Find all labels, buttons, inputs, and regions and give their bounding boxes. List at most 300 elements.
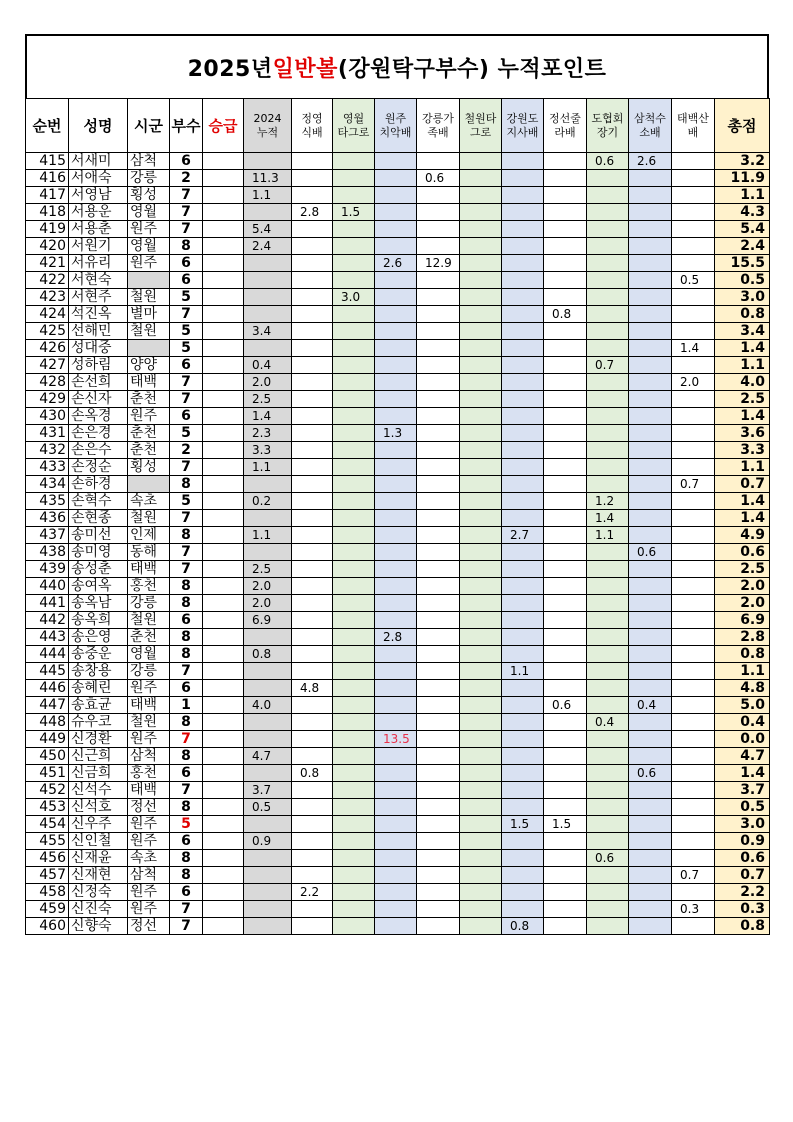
point-cell (460, 595, 502, 612)
name-cell: 신근희 (69, 748, 128, 765)
point-cell (502, 408, 544, 425)
point-cell (672, 527, 715, 544)
point-cell (333, 187, 375, 204)
point-cell (375, 816, 417, 833)
point-cell (587, 748, 629, 765)
point-cell (672, 714, 715, 731)
table-row (26, 255, 770, 272)
table-row (26, 306, 770, 323)
point-cell (672, 238, 715, 255)
point-cell (502, 629, 544, 646)
point-cell (333, 238, 375, 255)
point-cell (460, 782, 502, 799)
city-cell: 횡성 (128, 187, 170, 204)
point-cell (460, 442, 502, 459)
point-cell (544, 918, 587, 935)
point-cell: 0.8 (244, 646, 292, 663)
point-cell (460, 578, 502, 595)
point-cell: 3.0 (333, 289, 375, 306)
point-cell (333, 697, 375, 714)
point-cell (244, 901, 292, 918)
total-cell: 4.8 (715, 680, 770, 697)
seq-cell: 423 (26, 289, 69, 306)
point-cell (460, 357, 502, 374)
point-cell (672, 391, 715, 408)
point-cell (417, 731, 460, 748)
point-cell (587, 187, 629, 204)
point-cell (244, 476, 292, 493)
point-cell (544, 221, 587, 238)
level-cell: 6 (170, 884, 203, 901)
point-cell (375, 714, 417, 731)
table-row (26, 646, 770, 663)
point-cell (460, 629, 502, 646)
point-cell (502, 799, 544, 816)
point-cell (544, 493, 587, 510)
title-highlight: 일반볼 (272, 56, 338, 82)
point-cell: 0.8 (502, 918, 544, 935)
point-cell (502, 170, 544, 187)
point-cell (375, 561, 417, 578)
point-cell (587, 306, 629, 323)
seq-cell: 422 (26, 272, 69, 289)
point-cell (333, 850, 375, 867)
point-cell (544, 663, 587, 680)
point-cell (417, 697, 460, 714)
level-cell: 7 (170, 918, 203, 935)
city-cell: 철원 (128, 612, 170, 629)
city-cell: 동해 (128, 544, 170, 561)
point-cell (544, 442, 587, 459)
point-cell (460, 459, 502, 476)
point-cell (460, 697, 502, 714)
seq-cell: 438 (26, 544, 69, 561)
seq-cell: 445 (26, 663, 69, 680)
promo-cell (203, 255, 244, 272)
point-cell (672, 884, 715, 901)
point-cell (292, 221, 333, 238)
point-cell (672, 782, 715, 799)
level-cell: 8 (170, 646, 203, 663)
point-cell (417, 918, 460, 935)
point-cell (672, 731, 715, 748)
point-cell: 13.5 (375, 731, 417, 748)
promo-cell (203, 595, 244, 612)
promo-cell (203, 221, 244, 238)
table-row (26, 850, 770, 867)
point-cell (417, 714, 460, 731)
point-cell (460, 646, 502, 663)
promo-cell (203, 374, 244, 391)
point-cell (629, 731, 672, 748)
point-cell (629, 816, 672, 833)
total-cell: 0.8 (715, 306, 770, 323)
point-cell: 0.8 (544, 306, 587, 323)
promo-cell (203, 816, 244, 833)
title-year: 2025년 (187, 56, 273, 82)
point-cell (375, 408, 417, 425)
city-cell: 춘천 (128, 391, 170, 408)
point-cell (333, 374, 375, 391)
promo-cell (203, 153, 244, 170)
point-cell (544, 850, 587, 867)
point-cell (460, 714, 502, 731)
city-cell: 원주 (128, 833, 170, 850)
table-row (26, 374, 770, 391)
promo-cell (203, 170, 244, 187)
promo-cell (203, 340, 244, 357)
point-cell (502, 561, 544, 578)
header-city: 시군 (128, 99, 170, 153)
point-cell (375, 170, 417, 187)
point-cell (375, 663, 417, 680)
point-cell (417, 748, 460, 765)
point-cell (672, 170, 715, 187)
total-cell: 0.5 (715, 799, 770, 816)
point-cell: 1.5 (544, 816, 587, 833)
point-cell (417, 833, 460, 850)
point-cell (292, 595, 333, 612)
seq-cell: 425 (26, 323, 69, 340)
point-cell (417, 306, 460, 323)
point-cell (375, 442, 417, 459)
point-cell (502, 153, 544, 170)
point-cell (417, 510, 460, 527)
level-cell: 5 (170, 323, 203, 340)
point-cell: 0.6 (587, 850, 629, 867)
promo-cell (203, 714, 244, 731)
total-cell: 3.2 (715, 153, 770, 170)
seq-cell: 453 (26, 799, 69, 816)
seq-cell: 439 (26, 561, 69, 578)
point-cell (375, 306, 417, 323)
city-cell (128, 272, 170, 289)
seq-cell: 448 (26, 714, 69, 731)
header-promo: 승급 (203, 99, 244, 153)
point-cell (672, 459, 715, 476)
table-body (26, 153, 770, 935)
point-cell (244, 714, 292, 731)
name-cell: 신금희 (69, 765, 128, 782)
point-cell (417, 544, 460, 561)
point-cell (587, 765, 629, 782)
point-cell (292, 476, 333, 493)
seq-cell: 415 (26, 153, 69, 170)
seq-cell: 427 (26, 357, 69, 374)
point-cell (375, 680, 417, 697)
point-cell (292, 714, 333, 731)
point-cell (502, 714, 544, 731)
point-cell (672, 850, 715, 867)
point-cell (629, 646, 672, 663)
point-cell (544, 612, 587, 629)
point-cell (292, 187, 333, 204)
point-cell (417, 221, 460, 238)
point-cell (417, 595, 460, 612)
point-cell (587, 391, 629, 408)
point-cell (292, 357, 333, 374)
seq-cell: 429 (26, 391, 69, 408)
city-cell (128, 340, 170, 357)
point-cell (629, 561, 672, 578)
point-cell (375, 153, 417, 170)
point-cell (544, 510, 587, 527)
point-cell (544, 323, 587, 340)
city-cell: 삼척 (128, 748, 170, 765)
point-cell: 0.5 (244, 799, 292, 816)
point-cell (629, 680, 672, 697)
city-cell: 별마 (128, 306, 170, 323)
point-cell (375, 357, 417, 374)
point-cell (544, 884, 587, 901)
point-cell (672, 442, 715, 459)
point-cell: 2.0 (244, 374, 292, 391)
point-cell (629, 425, 672, 442)
point-cell (375, 884, 417, 901)
point-cell: 2.5 (244, 561, 292, 578)
point-cell (672, 646, 715, 663)
city-cell: 횡성 (128, 459, 170, 476)
point-cell (502, 765, 544, 782)
point-cell: 6.9 (244, 612, 292, 629)
point-cell (244, 816, 292, 833)
level-cell: 5 (170, 425, 203, 442)
point-cell (502, 833, 544, 850)
point-cell (629, 714, 672, 731)
total-cell: 3.4 (715, 323, 770, 340)
point-cell (544, 765, 587, 782)
point-cell (629, 272, 672, 289)
seq-cell: 457 (26, 867, 69, 884)
header-tournament: 도협회 장기 (587, 99, 629, 153)
name-cell: 송혜린 (69, 680, 128, 697)
point-cell (544, 255, 587, 272)
point-cell: 2.4 (244, 238, 292, 255)
total-cell: 3.7 (715, 782, 770, 799)
city-cell: 속초 (128, 850, 170, 867)
page-title (25, 34, 769, 98)
point-cell (544, 561, 587, 578)
point-cell: 11.3 (244, 170, 292, 187)
point-cell (629, 663, 672, 680)
point-cell (587, 646, 629, 663)
total-cell: 2.0 (715, 578, 770, 595)
point-cell (629, 510, 672, 527)
point-cell (672, 255, 715, 272)
name-cell: 송미선 (69, 527, 128, 544)
point-cell (244, 867, 292, 884)
name-cell: 송창용 (69, 663, 128, 680)
point-cell: 0.9 (244, 833, 292, 850)
point-cell (629, 170, 672, 187)
name-cell: 손신자 (69, 391, 128, 408)
level-cell: 8 (170, 578, 203, 595)
point-cell (333, 408, 375, 425)
point-cell (417, 187, 460, 204)
table-row (26, 493, 770, 510)
point-cell (587, 221, 629, 238)
point-cell (333, 493, 375, 510)
header-seq: 순번 (26, 99, 69, 153)
point-cell: 0.6 (417, 170, 460, 187)
point-cell (292, 272, 333, 289)
level-cell: 1 (170, 697, 203, 714)
point-cell (417, 391, 460, 408)
seq-cell: 419 (26, 221, 69, 238)
total-cell: 15.5 (715, 255, 770, 272)
point-cell (544, 867, 587, 884)
seq-cell: 420 (26, 238, 69, 255)
total-cell: 1.4 (715, 408, 770, 425)
table-row (26, 867, 770, 884)
point-cell (629, 289, 672, 306)
point-cell (375, 187, 417, 204)
point-cell (292, 408, 333, 425)
point-cell (333, 476, 375, 493)
level-cell: 2 (170, 170, 203, 187)
name-cell: 송중운 (69, 646, 128, 663)
seq-cell: 428 (26, 374, 69, 391)
point-cell (587, 323, 629, 340)
table-row (26, 833, 770, 850)
table-row (26, 714, 770, 731)
city-cell: 정선 (128, 799, 170, 816)
seq-cell: 441 (26, 595, 69, 612)
point-cell (292, 425, 333, 442)
point-cell (460, 306, 502, 323)
point-cell (629, 391, 672, 408)
seq-cell: 421 (26, 255, 69, 272)
total-cell: 4.0 (715, 374, 770, 391)
point-cell (502, 884, 544, 901)
seq-cell: 450 (26, 748, 69, 765)
name-cell: 송은영 (69, 629, 128, 646)
point-cell (417, 357, 460, 374)
point-cell (375, 867, 417, 884)
point-cell (333, 901, 375, 918)
point-cell (292, 748, 333, 765)
promo-cell (203, 425, 244, 442)
point-cell (244, 680, 292, 697)
point-cell (292, 170, 333, 187)
level-cell: 7 (170, 782, 203, 799)
point-cell (587, 884, 629, 901)
city-cell: 춘천 (128, 442, 170, 459)
point-cell (672, 833, 715, 850)
total-cell: 0.9 (715, 833, 770, 850)
point-cell (502, 612, 544, 629)
point-cell (292, 646, 333, 663)
level-cell: 7 (170, 391, 203, 408)
point-cell: 0.7 (672, 476, 715, 493)
total-cell: 0.5 (715, 272, 770, 289)
point-cell (629, 918, 672, 935)
total-cell: 0.6 (715, 850, 770, 867)
name-cell: 성대중 (69, 340, 128, 357)
point-cell: 0.6 (544, 697, 587, 714)
header-level: 부수 (170, 99, 203, 153)
total-cell: 1.4 (715, 510, 770, 527)
total-cell: 5.0 (715, 697, 770, 714)
point-cell (292, 816, 333, 833)
total-cell: 1.1 (715, 357, 770, 374)
name-cell: 석진옥 (69, 306, 128, 323)
point-cell (587, 238, 629, 255)
point-cell (292, 459, 333, 476)
point-cell (587, 272, 629, 289)
point-cell (460, 833, 502, 850)
table-row (26, 697, 770, 714)
total-cell: 1.1 (715, 663, 770, 680)
total-cell: 0.4 (715, 714, 770, 731)
seq-cell: 440 (26, 578, 69, 595)
point-cell (544, 170, 587, 187)
promo-cell (203, 561, 244, 578)
point-cell: 0.2 (244, 493, 292, 510)
point-cell (672, 629, 715, 646)
point-cell (460, 425, 502, 442)
point-cell (417, 612, 460, 629)
point-cell (333, 272, 375, 289)
point-cell (333, 595, 375, 612)
point-cell (244, 918, 292, 935)
point-cell (292, 340, 333, 357)
seq-cell: 446 (26, 680, 69, 697)
seq-cell: 460 (26, 918, 69, 935)
point-cell (672, 680, 715, 697)
point-cell (544, 425, 587, 442)
name-cell: 신재현 (69, 867, 128, 884)
table-row (26, 578, 770, 595)
table-row (26, 221, 770, 238)
city-cell: 삼척 (128, 153, 170, 170)
header-total: 총점 (715, 99, 770, 153)
table-row (26, 476, 770, 493)
table-row (26, 799, 770, 816)
level-cell: 2 (170, 442, 203, 459)
total-cell: 3.3 (715, 442, 770, 459)
promo-cell (203, 782, 244, 799)
seq-cell: 447 (26, 697, 69, 714)
point-cell (502, 289, 544, 306)
point-cell (629, 204, 672, 221)
point-cell (417, 340, 460, 357)
point-cell (292, 697, 333, 714)
point-cell (417, 765, 460, 782)
point-cell (544, 629, 587, 646)
point-cell (502, 476, 544, 493)
point-cell (292, 289, 333, 306)
city-cell: 영월 (128, 238, 170, 255)
point-cell (629, 459, 672, 476)
point-cell (417, 850, 460, 867)
point-cell (460, 289, 502, 306)
level-cell: 8 (170, 238, 203, 255)
point-cell (333, 170, 375, 187)
point-cell (544, 748, 587, 765)
point-cell (587, 697, 629, 714)
seq-cell: 437 (26, 527, 69, 544)
name-cell: 서애숙 (69, 170, 128, 187)
point-cell: 12.9 (417, 255, 460, 272)
point-cell (544, 238, 587, 255)
point-cell (375, 323, 417, 340)
point-cell (244, 731, 292, 748)
point-cell (544, 731, 587, 748)
promo-cell (203, 765, 244, 782)
point-cell: 4.8 (292, 680, 333, 697)
point-cell (333, 646, 375, 663)
